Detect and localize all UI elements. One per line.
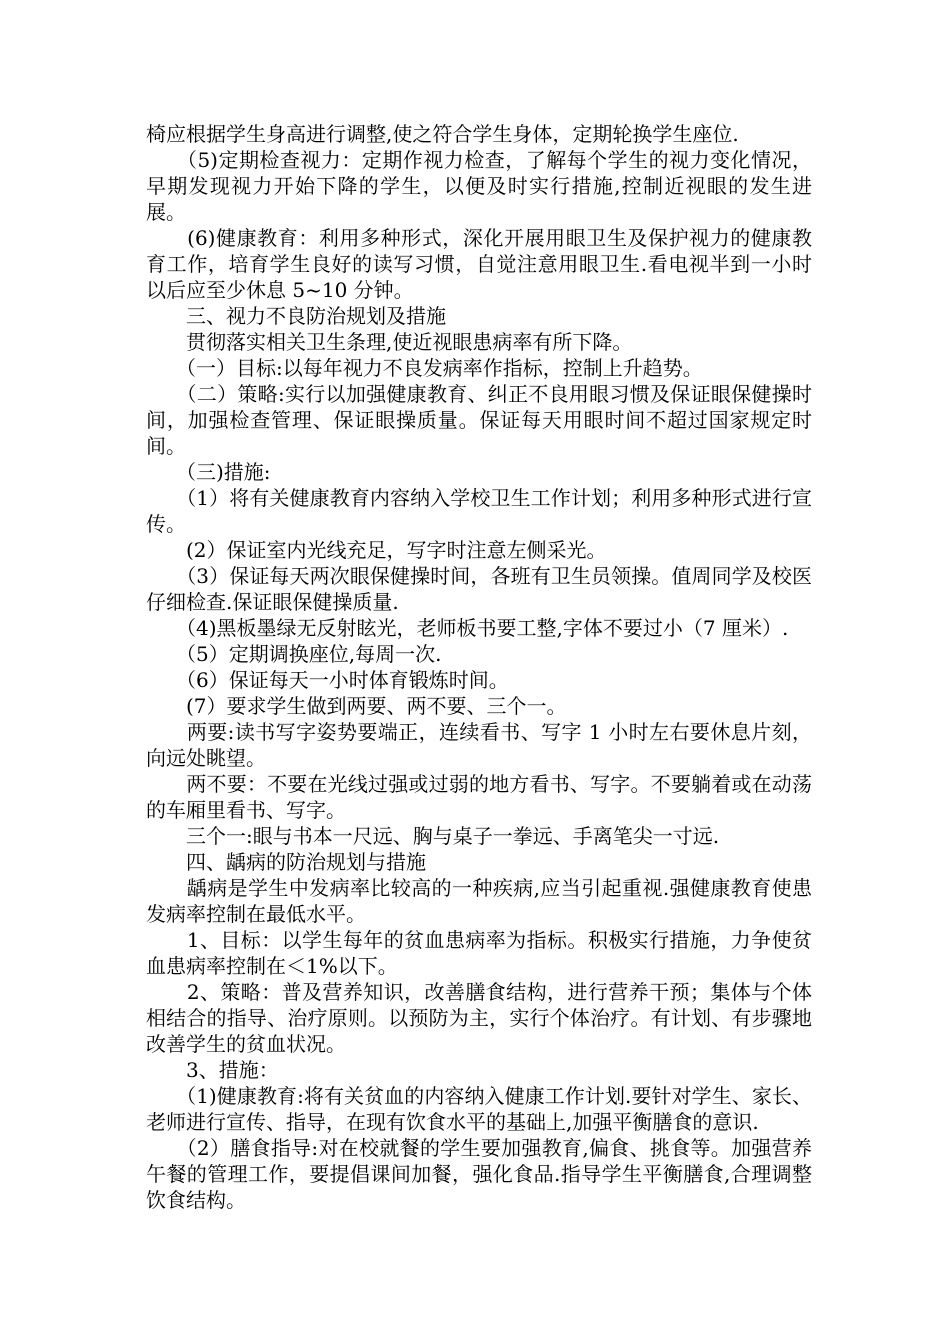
paragraph: （4)黑板墨绿无反射眩光，老师板书要工整,字体不要过小（7 厘米）. [146, 616, 789, 640]
paragraph: （1)健康教育:将有关贫血的内容纳入健康工作计划.要针对学生、家长、老师进行宣传、指导，在现有饮食水平的基础上,加强平衡膳食的意识. [146, 1084, 812, 1134]
paragraph: 两要:读书写字姿势要端正，连续看书、写字 1 小时左右要休息片刻，向远处眺望。 [146, 720, 812, 770]
paragraph: (7）要求学生做到两要、两不要、三个一。 [146, 694, 567, 718]
paragraph: 1、目标：以学生每年的贫血患病率为指标。积极实行措施，力争使贫血患病率控制在＜1%以下。 [146, 928, 812, 978]
paragraph: （一）目标:以每年视力不良发病率作指标，控制上升趋势。 [146, 356, 703, 380]
paragraph: 3、措施： [146, 1058, 279, 1082]
section-heading: 三、视力不良防治规划及措施 [146, 304, 446, 328]
paragraph: (2）保证室内光线充足，写字时注意左侧采光。 [146, 538, 607, 562]
paragraph: （二）策略:实行以加强健康教育、纠正不良用眼习惯及保证眼保健操时间，加强检查管理、保证眼操质量。保证每天用眼时间不超过国家规定时间。 [146, 382, 812, 458]
paragraph: 三个一:眼与书本一尺远、胸与桌子一拳远、手离笔尖一寸远. [146, 824, 720, 848]
section-heading: 四、龋病的防治规划与措施 [146, 850, 426, 874]
document-body [146, 121, 812, 1213]
paragraph: （三)措施: [146, 460, 271, 484]
paragraph: 龋病是学生中发病率比较高的一种疾病,应当引起重视.强健康教育使患发病率控制在最低水平。 [146, 876, 812, 926]
paragraph: (6)健康教育：利用多种形式，深化开展用眼卫生及保护视力的健康教育工作，培育学生良好的读写习惯，自觉注意用眼卫生.看电视半到一小时以后应至少休息 5~10 分钟。 [146, 226, 812, 302]
paragraph: （6）保证每天一小时体育锻炼时间。 [146, 668, 509, 692]
paragraph: （1）将有关健康教育内容纳入学校卫生工作计划；利用多种形式进行宣传。 [146, 486, 812, 536]
paragraph: （2）膳食指导:对在校就餐的学生要加强教育,偏食、挑食等。加强营养午餐的管理工作，要提倡课间加餐，强化食品.指导学生平衡膳食,合理调整饮食结构。 [146, 1136, 812, 1212]
paragraph: （5）定期调换座位,每周一次. [146, 642, 442, 666]
paragraph: 贯彻落实相关卫生条理,使近视眼患病率有所下降。 [146, 330, 633, 354]
paragraph: （5)定期检查视力：定期作视力检查，了解每个学生的视力变化情况，早期发现视力开始下降的学生，以便及时实行措施,控制近视眼的发生进展。 [146, 148, 812, 224]
paragraph: 两不要：不要在光线过强或过弱的地方看书、写字。不要躺着或在动荡的车厢里看书、写字。 [146, 772, 812, 822]
paragraph: （3）保证每天两次眼保健操时间，各班有卫生员领操。值周同学及校医仔细检查.保证眼保健操质量. [146, 564, 812, 614]
paragraph: 椅应根据学生身高进行调整,使之符合学生身体，定期轮换学生座位. [146, 122, 739, 146]
paragraph: 2、策略：普及营养知识，改善膳食结构，进行营养干预；集体与个体相结合的指导、治疗原则。以预防为主，实行个体治疗。有计划、有步骤地改善学生的贫血状况。 [146, 980, 812, 1056]
